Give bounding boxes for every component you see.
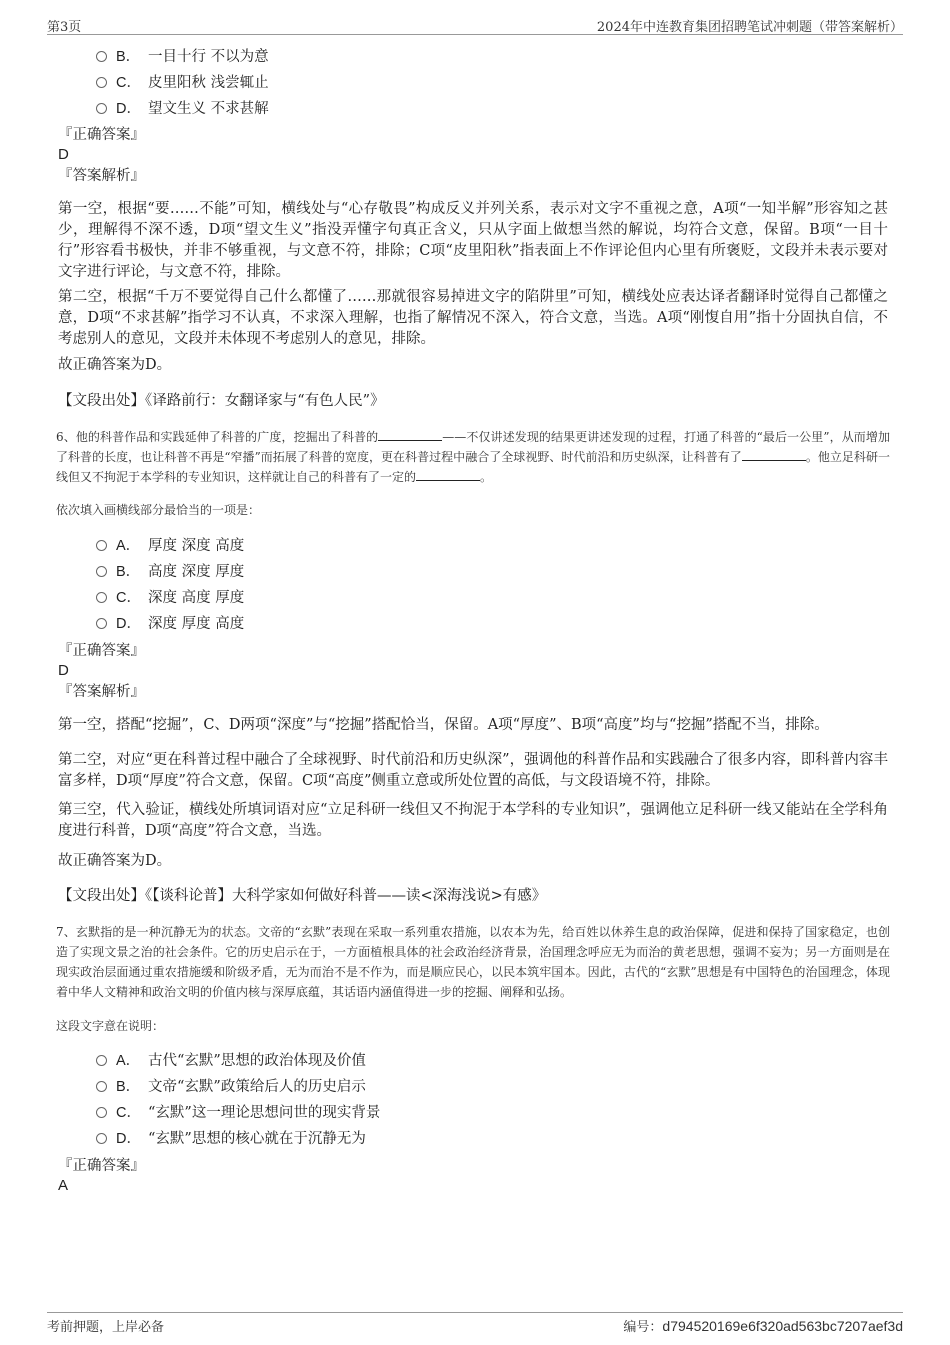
radio-icon[interactable] xyxy=(96,592,107,603)
q7-option-d[interactable]: D． “玄默”思想的核心就在于沉静无为 xyxy=(96,1129,366,1149)
q6-option-a[interactable]: A． 厚度 深度 高度 xyxy=(96,536,244,556)
blank-line xyxy=(378,428,442,441)
q6-analysis-label: 『答案解析』 xyxy=(58,684,145,700)
radio-icon[interactable] xyxy=(96,1133,107,1144)
radio-icon[interactable] xyxy=(96,1107,107,1118)
blank-line xyxy=(416,468,480,481)
q5-answer: D xyxy=(58,146,69,163)
footer-slogan: 考前押题，上岸必备 xyxy=(47,1320,165,1335)
radio-icon[interactable] xyxy=(96,51,107,62)
q7-answer-label: 『正确答案』 xyxy=(58,1158,145,1174)
blank-line xyxy=(742,448,806,461)
radio-icon[interactable] xyxy=(96,103,107,114)
q5-option-d[interactable]: D． 望文生义 不求甚解 xyxy=(96,99,269,119)
document-title: 2024年中连教育集团招聘笔试冲刺题（带答案解析） xyxy=(596,20,903,35)
q7-answer: A xyxy=(58,1177,69,1194)
q6-prompt: 依次填入画横线部分最恰当的一项是： xyxy=(56,503,261,517)
radio-icon[interactable] xyxy=(96,540,107,551)
page-number: 第3页 xyxy=(47,20,82,35)
radio-icon[interactable] xyxy=(96,1055,107,1066)
q6-option-c[interactable]: C． 深度 高度 厚度 xyxy=(96,588,244,608)
q5-analysis-p2: 第二空，根据“千万不要觉得自己什么都懂了……那就很容易掉进文字的陷阱里”可知，横线处应表达译者翻译时觉得自己都懂之意，D项“不求甚解”指学习不认真，不求深入理解，也指了解情况不深入，符合文意，当选。A项“刚愎自用”指十分固执自信，不考虑别人的意见，文段并未体现不考虑别人的意见，排除。 xyxy=(58,289,888,347)
q6-analysis-p1: 第一空，搭配“挖掘”，C、D两项“深度”与“挖掘”搭配恰当，保留。A项“厚度”、B项“高度”均与“挖掘”搭配不当，排除。 xyxy=(58,717,829,733)
q5-answer-label: 『正确答案』 xyxy=(58,127,145,143)
q5-source: 【文段出处】《译路前行：女翻译家与“有色人民”》 xyxy=(58,393,385,409)
q7-option-c[interactable]: C． “玄默”这一理论思想问世的现实背景 xyxy=(96,1103,380,1123)
q7-stem: 7、玄默指的是一种沉静无为的状态。文帝的“玄默”表现在采取一系列重农措施，以农本为先，给百姓以休养生息的政治保障，促进和保持了国家稳定，也创造了实现文景之治的社会条件。它的历史启示在于，一方面植根具体的社会政治经济背景，治国理念呼应无为而治的黄老思想，强调不妄为；另一方面则是在现实政治层面通过重农措施缓和阶级矛盾，无为而治不是不作为，而是顺应民心，以民本筑牢国本。因此，古代的“玄默”思想是有中国特色的治国理念，体现着中华人文精神和政治文明的价值内核与深厚底蕴，其话语内涵值得进一步的挖掘、阐释和弘扬。 xyxy=(56,925,890,999)
q7-option-b[interactable]: B． 文帝“玄默”政策给后人的历史启示 xyxy=(96,1077,366,1097)
document-code: 编号：d794520169e6f320ad563bc7207aef3d xyxy=(623,1318,903,1335)
q6-option-d[interactable]: D． 深度 厚度 高度 xyxy=(96,614,244,634)
q7-option-a[interactable]: A． 古代“玄默”思想的政治体现及价值 xyxy=(96,1051,366,1071)
q5-analysis-label: 『答案解析』 xyxy=(58,168,145,184)
q5-option-b[interactable]: B． 一目十行 不以为意 xyxy=(96,47,269,67)
q5-conclusion: 故正确答案为D。 xyxy=(58,357,172,373)
radio-icon[interactable] xyxy=(96,618,107,629)
q6-answer-label: 『正确答案』 xyxy=(58,643,145,659)
q5-analysis-p1: 第一空，根据“要……不能”可知，横线处与“心存敬畏”构成反义并列关系，表示对文字不重视之意，A项“一知半解”形容知之甚少，理解得不深不透，D项“望文生义”指没弄懂字句真正含义，只从字面上做想当然的解说，均符合文意，保留。B项“一目十行”形容看书极快，并非不够重视，与文意不符，排除；C项“皮里阳秋”指表面上不作评论但内心里有所褒贬，文段并未表示要对文字进行评论，与文意不符，排除。 xyxy=(58,201,888,280)
page-footer xyxy=(47,1312,903,1337)
q6-analysis-p3: 第三空，代入验证，横线处所填词语对应“立足科研一线但又不拘泥于本学科的专业知识”，强调他立足科研一线又能站在全学科角度进行科普，D项“高度”符合文意，当选。 xyxy=(58,802,888,839)
q5-option-c[interactable]: C． 皮里阳秋 浅尝辄止 xyxy=(96,73,269,93)
q6-stem: 6、他的科普作品和实践延伸了科普的广度，挖掘出了科普的 ——不仅讲述发现的结果更讲述发现的过程，打通了科普的“最后一公里”，从而增加了科普的长度，也让科普不再是“窄播”而拓展了科普的宽度，更在科普过程中融合了全球视野、时代前沿和历史纵深，让科普有了 。他立足科研一线但又不拘泥于本学科的专业知识，这样就让自己的科普有了一定的 。 xyxy=(56,430,890,484)
q7-prompt: 这段文字意在说明： xyxy=(56,1019,165,1033)
page-header xyxy=(47,14,903,35)
radio-icon[interactable] xyxy=(96,1081,107,1092)
q6-option-b[interactable]: B． 高度 深度 厚度 xyxy=(96,562,244,582)
q6-source: 【文段出处】《【谈科论普】大科学家如何做好科普——读<深海浅说>有感》 xyxy=(58,888,547,904)
q6-conclusion: 故正确答案为D。 xyxy=(58,853,172,869)
q6-answer: D xyxy=(58,662,69,679)
radio-icon[interactable] xyxy=(96,566,107,577)
radio-icon[interactable] xyxy=(96,77,107,88)
q6-analysis-p2: 第二空，对应“更在科普过程中融合了全球视野、时代前沿和历史纵深”，强调他的科普作品和实践融合了很多内容，即科普内容丰富多样，D项“厚度”符合文意，保留。C项“高度”侧重立意或所处位置的高低，与文段语境不符，排除。 xyxy=(58,752,888,789)
